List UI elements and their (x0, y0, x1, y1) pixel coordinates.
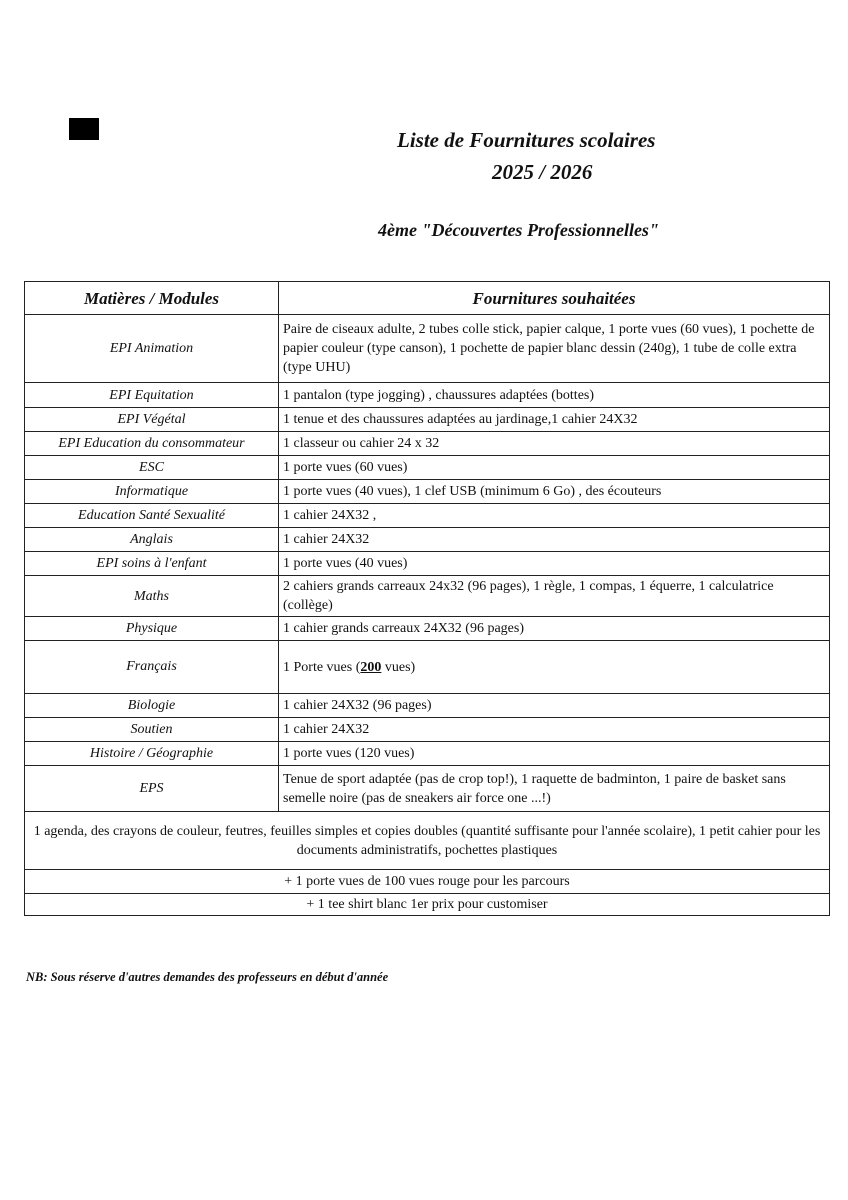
supplies-cell: Tenue de sport adaptée (pas de crop top!), 1 raquette de badminton, 1 paire de basket sans semelle noire (pas de sneakers air force one ...!) (279, 766, 830, 812)
subject-cell: Histoire / Géographie (25, 742, 279, 766)
supplies-cell: 1 classeur ou cahier 24 x 32 (279, 432, 830, 456)
subject-cell: Physique (25, 617, 279, 641)
general-supplies: 1 agenda, des crayons de couleur, feutres, feuilles simples et copies doubles (quantité suffisante pour l'année scolaire), 1 petit cahier pour les documents administratifs, pochettes plastiques (25, 812, 830, 870)
subject-cell: Français (25, 641, 279, 694)
supplies-cell: 1 tenue et des chaussures adaptées au jardinage,1 cahier 24X32 (279, 408, 830, 432)
school-year: 2025 / 2026 (492, 160, 593, 184)
subject-cell: EPS (25, 766, 279, 812)
subject-cell: EPI soins à l'enfant (25, 552, 279, 576)
table-row (25, 480, 830, 504)
table-row (25, 694, 830, 718)
subject-cell: Soutien (25, 718, 279, 742)
logo-mark (69, 118, 99, 140)
class-level: 4ème "Découvertes Professionnelles" (378, 220, 659, 240)
subject-cell: ESC (25, 456, 279, 480)
table-row (25, 617, 830, 641)
supplies-text: 1 Porte vues ( (283, 659, 361, 675)
table-row (25, 408, 830, 432)
table-footer-row (25, 870, 830, 894)
table-row (25, 528, 830, 552)
subject-cell: Maths (25, 576, 279, 617)
table-row (25, 383, 830, 408)
supplies-cell: 1 porte vues (60 vues) (279, 456, 830, 480)
supplies-cell: 1 porte vues (40 vues) (279, 552, 830, 576)
emphasized-quantity: 200 (360, 659, 382, 675)
supplies-text: vues) (381, 659, 416, 675)
table-header-row (25, 282, 830, 315)
extra-supply: + 1 tee shirt blanc 1er prix pour customiser (25, 894, 830, 916)
supplies-cell (279, 641, 830, 694)
subject-cell: EPI Végétal (25, 408, 279, 432)
supplies-cell: 2 cahiers grands carreaux 24x32 (96 pages), 1 règle, 1 compas, 1 équerre, 1 calculatrice (collège) (279, 576, 830, 617)
footnote: NB: Sous réserve d'autres demandes des professeurs en début d'année (26, 970, 389, 984)
document-title: Liste de Fournitures scolaires (397, 128, 656, 152)
table-row (25, 315, 830, 383)
column-header-subjects: Matières / Modules (25, 282, 279, 315)
table-row (25, 641, 830, 694)
supplies-cell: 1 cahier 24X32 (279, 718, 830, 742)
table-row (25, 456, 830, 480)
supplies-cell: Paire de ciseaux adulte, 2 tubes colle stick, papier calque, 1 porte vues (60 vues), 1 pochette de papier couleur (type canson), 1 pochette de papier blanc dessin (240g), 1 tube de colle extra (type UHU) (279, 315, 830, 383)
supplies-table (24, 281, 830, 916)
supplies-cell: 1 pantalon (type jogging) , chaussures adaptées (bottes) (279, 383, 830, 408)
table-footer-row (25, 894, 830, 916)
table-row (25, 742, 830, 766)
supplies-cell: 1 cahier 24X32 (279, 528, 830, 552)
table-row (25, 432, 830, 456)
table-row (25, 766, 830, 812)
subject-cell: EPI Equitation (25, 383, 279, 408)
table-row (25, 552, 830, 576)
supplies-cell: 1 porte vues (120 vues) (279, 742, 830, 766)
extra-supply: + 1 porte vues de 100 vues rouge pour les parcours (25, 870, 830, 894)
subject-cell: Anglais (25, 528, 279, 552)
table-row (25, 718, 830, 742)
column-header-supplies: Fournitures souhaitées (279, 282, 830, 315)
supplies-cell: 1 cahier 24X32 (96 pages) (279, 694, 830, 718)
subject-cell: EPI Education du consommateur (25, 432, 279, 456)
supplies-cell: 1 cahier 24X32 , (279, 504, 830, 528)
table-row (25, 504, 830, 528)
subject-cell: Informatique (25, 480, 279, 504)
subject-cell: EPI Animation (25, 315, 279, 383)
table-footer-row (25, 812, 830, 870)
subject-cell: Education Santé Sexualité (25, 504, 279, 528)
subject-cell: Biologie (25, 694, 279, 718)
supplies-cell: 1 porte vues (40 vues), 1 clef USB (minimum 6 Go) , des écouteurs (279, 480, 830, 504)
table-row (25, 576, 830, 617)
supplies-cell: 1 cahier grands carreaux 24X32 (96 pages) (279, 617, 830, 641)
